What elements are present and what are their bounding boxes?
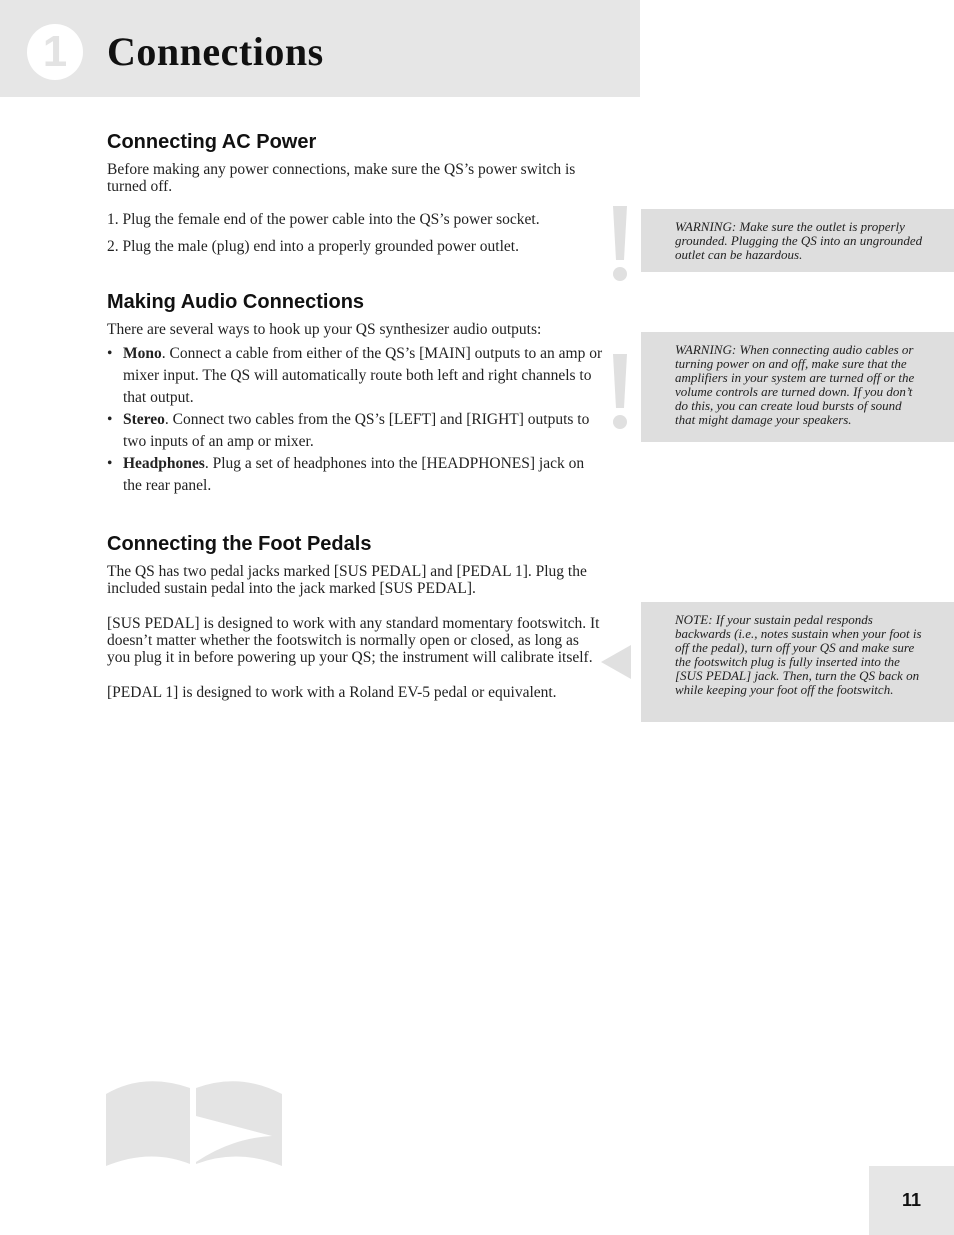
paragraph: [PEDAL 1] is designed to work with a Roland EV-5 pedal or equivalent. [107, 684, 557, 701]
term: Stereo [123, 411, 165, 428]
list-item: 2. Plug the male (plug) end into a properly grounded power outlet. [107, 238, 519, 255]
exclamation-icon [606, 352, 634, 432]
steps-list [107, 211, 603, 255]
section-heading: Connecting the Foot Pedals [107, 533, 372, 555]
paragraph: Before making any power connections, make sure the QS’s power switch is turned off. [107, 161, 576, 195]
item-text: . Plug a set of headphones into the [HEADPHONES] jack on the rear panel. [123, 455, 585, 494]
list-item [107, 343, 603, 409]
section-heading: Making Audio Connections [107, 291, 365, 313]
note-text: NOTE: If your sustain pedal responds backwards (i.e., notes sustain when your foot is off the pedal), turn off your QS and make sure the footswitch plug is fully inserted into the [SUS PEDAL] jack. Then, turn the QS back on while keeping your foot off the footswitch. [675, 612, 922, 697]
chapter-number: 1 [42, 27, 68, 76]
paragraph: There are several ways to hook up your QS synthesizer audio outputs: [107, 321, 542, 338]
open-book-icon [104, 1076, 284, 1168]
arrow-left-icon [601, 645, 633, 679]
warning-box [641, 209, 954, 272]
paragraph: The QS has two pedal jacks marked [SUS PEDAL] and [PEDAL 1]. Plug the included sustain pedal into the jack marked [SUS PEDAL]. [107, 563, 587, 597]
warning-text: WARNING: When connecting audio cables or turning power on and off, make sure that the amplifiers in your system are turned off or the volume controls are turned down. If you don’t do this, you can create loud bursts of sound that might damage your speakers. [675, 342, 915, 427]
paragraph: [SUS PEDAL] is designed to work with any standard momentary footswitch. It doesn’t matter whether the footswitch is normally open or closed, as long as you plug it in before powering up your QS; the instrument will calibrate itself. [107, 615, 600, 666]
section-ac-power [107, 130, 603, 290]
page-number-box [869, 1166, 954, 1235]
main-content [107, 130, 603, 701]
term: Headphones [123, 455, 205, 472]
list-item [107, 453, 603, 497]
item-text: . Connect two cables from the QS’s [LEFT] and [RIGHT] outputs to two inputs of an amp or mixer. [123, 411, 590, 450]
chapter-number-badge [27, 24, 83, 80]
note-box [641, 602, 954, 722]
page-number: 11 [901, 1190, 922, 1210]
bullet-list [107, 343, 603, 497]
list-item: 1. Plug the female end of the power cable into the QS’s power socket. [107, 211, 540, 228]
exclamation-icon [606, 204, 634, 284]
page-title: Connections [107, 29, 324, 74]
warning-text: WARNING: Make sure the outlet is properly grounded. Plugging the QS into an ungrounded outlet can be hazardous. [675, 219, 923, 262]
section-foot-pedals [107, 532, 603, 701]
section-heading: Connecting AC Power [107, 131, 317, 153]
list-item [107, 409, 603, 453]
item-text: . Connect a cable from either of the QS’s [MAIN] outputs to an amp or mixer input. The QS will automatically route both left and right channels to that output. [123, 345, 603, 406]
term: Mono [123, 345, 162, 362]
warning-box [641, 332, 954, 442]
section-audio [107, 290, 603, 532]
